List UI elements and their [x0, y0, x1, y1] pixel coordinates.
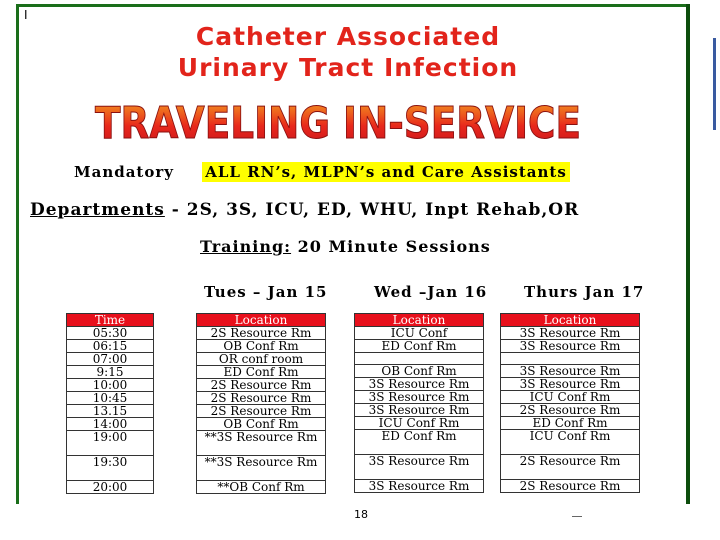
schedule-row [355, 480, 484, 493]
location-column-header: Location [197, 314, 326, 327]
location-cell: ED Conf Rm [197, 366, 326, 379]
time-column-header: Time [67, 314, 154, 327]
schedule-row [501, 353, 640, 365]
location-cell: ICU Conf Rm [501, 391, 640, 404]
mandatory-label: Mandatory [74, 163, 174, 181]
schedule-row [501, 430, 640, 455]
schedule-row [67, 392, 154, 405]
wordart-banner [88, 90, 588, 152]
schedule-row [501, 480, 640, 493]
schedule-row [355, 327, 484, 340]
location-column-header: Location [501, 314, 640, 327]
time-cell: 13.15 [67, 405, 154, 418]
mandatory-audience: ALL RN’s, MLPN’s and Care Assistants [202, 162, 570, 182]
wordart-text: TRAVELING IN-SERVICE [95, 98, 581, 149]
location-cell: ED Conf Rm [501, 417, 640, 430]
location-cell: 2S Resource Rm [197, 327, 326, 340]
day-header-tuesday: Tues – Jan 15 [204, 283, 328, 301]
edge-accent-rule [713, 38, 716, 130]
time-cell: 9:15 [67, 366, 154, 379]
location-cell: 3S Resource Rm [355, 391, 484, 404]
time-cell: 05:30 [67, 327, 154, 340]
location-cell: ICU Conf Rm [501, 430, 640, 455]
location-cell: ICU Conf [355, 327, 484, 340]
schedule-row [355, 404, 484, 417]
schedule-row [501, 340, 640, 353]
training-duration: 20 Minute Sessions [291, 237, 491, 256]
location-cell [501, 353, 640, 365]
location-cell: ED Conf Rm [355, 430, 484, 455]
schedule-row [355, 430, 484, 455]
location-cell: **3S Resource Rm [197, 431, 326, 456]
location-cell: **3S Resource Rm [197, 456, 326, 481]
schedule-row [501, 404, 640, 417]
schedule-row [67, 366, 154, 379]
schedule-row [197, 327, 326, 340]
time-cell: 19:30 [67, 456, 154, 481]
time-cell: 19:00 [67, 431, 154, 456]
schedule-row [355, 391, 484, 404]
title-line-2: Urinary Tract Infection [177, 53, 519, 82]
time-cell: 10:45 [67, 392, 154, 405]
day-header-thursday: Thurs Jan 17 [524, 283, 645, 301]
schedule-row [197, 366, 326, 379]
location-cell: 3S Resource Rm [501, 378, 640, 391]
schedule-row [355, 353, 484, 365]
time-cell: 07:00 [67, 353, 154, 366]
tuesday-location-table [196, 313, 326, 494]
title-line-1: Catheter Associated [195, 22, 501, 51]
schedule-row [501, 365, 640, 378]
location-cell: 3S Resource Rm [501, 340, 640, 353]
location-cell: 3S Resource Rm [355, 404, 484, 417]
schedule-row [197, 418, 326, 431]
location-cell [355, 353, 484, 365]
schedule-row [355, 340, 484, 353]
schedule-row [67, 431, 154, 456]
schedule-row [355, 365, 484, 378]
departments-list: - 2S, 3S, ICU, ED, WHU, Inpt Rehab,OR [164, 200, 580, 220]
departments-row [30, 200, 579, 220]
page-mark: I [24, 8, 28, 22]
schedule-row [197, 456, 326, 481]
schedule-row [501, 391, 640, 404]
footer-dash [572, 516, 582, 517]
location-cell: OB Conf Rm [197, 340, 326, 353]
schedule-row [67, 456, 154, 481]
location-cell: **OB Conf Rm [197, 481, 326, 494]
time-table [66, 313, 154, 494]
schedule-row [67, 327, 154, 340]
location-cell: 2S Resource Rm [501, 455, 640, 480]
location-cell: 2S Resource Rm [501, 480, 640, 493]
schedule-row [355, 417, 484, 430]
location-cell: 2S Resource Rm [197, 392, 326, 405]
schedule-row [67, 353, 154, 366]
page-number: 18 [354, 508, 368, 521]
location-column-header: Location [355, 314, 484, 327]
location-cell: OB Conf Rm [197, 418, 326, 431]
schedule-row [197, 379, 326, 392]
schedule-row [67, 379, 154, 392]
schedule-row [67, 418, 154, 431]
schedule-row [501, 455, 640, 480]
schedule-row [355, 378, 484, 391]
location-cell: 2S Resource Rm [197, 379, 326, 392]
location-cell: 3S Resource Rm [501, 365, 640, 378]
schedule-row [197, 405, 326, 418]
time-cell: 10:00 [67, 379, 154, 392]
wednesday-location-table [354, 313, 484, 493]
time-cell: 14:00 [67, 418, 154, 431]
location-cell: ICU Conf Rm [355, 417, 484, 430]
departments-label: Departments [30, 200, 165, 220]
schedule-row [197, 431, 326, 456]
location-cell: OR conf room [197, 353, 326, 366]
training-label: Training: [200, 237, 292, 256]
location-cell: 2S Resource Rm [197, 405, 326, 418]
schedule-row [197, 340, 326, 353]
location-cell: OB Conf Rm [355, 365, 484, 378]
training-row [200, 237, 491, 256]
location-cell: 3S Resource Rm [501, 327, 640, 340]
schedule-row [355, 455, 484, 480]
schedule-row [197, 353, 326, 366]
schedule-row [197, 481, 326, 494]
location-cell: 3S Resource Rm [355, 455, 484, 480]
schedule-row [197, 392, 326, 405]
location-cell: 2S Resource Rm [501, 404, 640, 417]
schedule-row [501, 378, 640, 391]
time-cell: 06:15 [67, 340, 154, 353]
schedule-row [67, 481, 154, 494]
schedule-row [67, 340, 154, 353]
mandatory-row [74, 163, 570, 181]
thursday-location-table [500, 313, 640, 493]
location-cell: 3S Resource Rm [355, 480, 484, 493]
day-header-wednesday: Wed –Jan 16 [374, 283, 488, 301]
schedule-row [501, 417, 640, 430]
location-cell: 3S Resource Rm [355, 378, 484, 391]
schedule-row [67, 405, 154, 418]
schedule-row [501, 327, 640, 340]
location-cell: ED Conf Rm [355, 340, 484, 353]
time-cell: 20:00 [67, 481, 154, 494]
